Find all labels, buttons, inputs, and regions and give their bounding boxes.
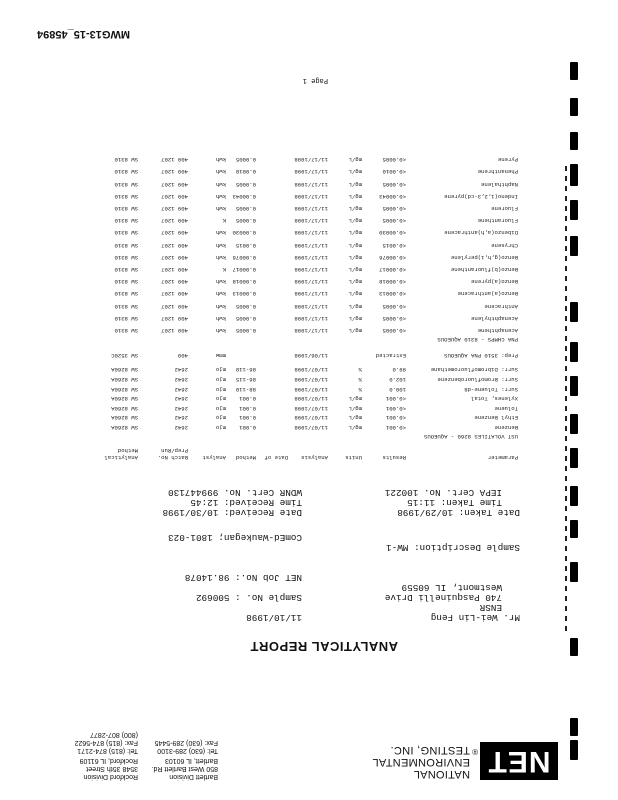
col-date-of: Date of	[264, 454, 288, 461]
logo-line-3: TESTING, INC.	[390, 744, 470, 756]
row-batch: 409 1207	[161, 168, 188, 176]
row-method-limit: 0.0005	[235, 205, 256, 212]
fold-dash	[565, 256, 567, 261]
edge-tick	[570, 342, 578, 362]
row-method-limit: 0.0005	[235, 314, 256, 322]
fold-dash	[565, 416, 567, 421]
row-units: mg/L	[348, 314, 362, 322]
row-batch: 409 1207	[161, 156, 188, 164]
row-analysis-date: 11/17/1998	[294, 278, 328, 286]
row-analysis-date: 11/17/1998	[294, 290, 328, 298]
fold-dash	[565, 566, 567, 571]
page-label: Page 1	[302, 76, 328, 84]
row-parameter: Benzo(g,h,i)perylene	[450, 253, 518, 261]
fold-dash	[565, 456, 567, 461]
row-analytical-method: SW 8310	[114, 168, 138, 176]
row-method-limit: 0.001	[239, 395, 256, 403]
row-result: <0.001	[385, 395, 406, 403]
prep-batch: 409	[177, 352, 188, 359]
row-analyst: K	[222, 266, 226, 273]
row-units: mg/L	[348, 278, 362, 286]
fold-dash	[565, 396, 567, 401]
fold-dash	[565, 306, 567, 311]
row-units: mg/L	[348, 156, 362, 164]
row-units: mg/L	[348, 229, 362, 237]
row-method-limit: 0.00043	[232, 192, 256, 200]
row-parameter: Xylenes, Total	[471, 395, 518, 403]
row-analytical-method: SW 8310	[114, 229, 138, 237]
row-parameter: Acenaphthene	[477, 327, 518, 334]
fold-dash	[565, 206, 567, 211]
logo-registered-symbol: ®	[472, 747, 478, 756]
row-method-limit: 0.0005	[235, 180, 256, 188]
time-taken: Time Taken: 11:15	[407, 497, 502, 508]
row-units: mg/L	[348, 414, 362, 422]
prep-method: SW 3520C	[111, 352, 138, 359]
row-result: <0.00043	[379, 192, 406, 200]
row-parameter: Surr: Bromofluorobenzene	[437, 376, 518, 383]
fold-dash	[565, 426, 567, 431]
row-result: 102.0	[389, 376, 406, 383]
row-batch: 2642	[174, 404, 188, 412]
division-tel: Tel: (815) 874-2171	[77, 747, 138, 754]
row-analysis-date: 11/07/1998	[294, 395, 328, 403]
row-analysis-date: 11/07/1998	[294, 424, 328, 431]
fold-dash	[565, 536, 567, 541]
row-result: <0.0005	[382, 302, 406, 310]
row-batch: 2642	[174, 376, 188, 383]
row-analysis-date: 11/17/1998	[294, 205, 328, 212]
fold-dash	[565, 226, 567, 231]
row-analysis-date: 11/17/1998	[294, 314, 328, 322]
row-parameter: Benzo(a)pyrene	[471, 278, 518, 286]
row-units: mg/L	[348, 205, 362, 212]
row-analysis-date: 11/17/1998	[294, 229, 328, 237]
row-analysis-date: 11/17/1998	[294, 302, 328, 310]
row-result: <0.001	[385, 404, 406, 412]
row-method-limit: 86-118	[235, 366, 256, 374]
row-parameter: Acenaphthylene	[471, 314, 518, 322]
row-batch: 409 1207	[161, 290, 188, 298]
row-parameter: Dibenzo(a,h)anthracene	[444, 229, 518, 237]
row-method-limit: 0.0005	[235, 217, 256, 225]
fold-dash	[565, 476, 567, 481]
row-analyst: mjo	[215, 404, 226, 412]
row-parameter: Benzo(a)anthracene	[457, 290, 518, 298]
row-result: <0.0015	[382, 241, 406, 249]
edge-tick	[570, 376, 578, 396]
col-method-2: Method	[117, 447, 138, 454]
col-results: Results	[382, 454, 406, 461]
fold-dash	[565, 576, 567, 581]
row-analysis-date: 11/07/1998	[294, 366, 328, 374]
row-units: mg/L	[348, 266, 362, 273]
col-method: Method	[235, 454, 256, 461]
row-analytical-method: SW 8310	[114, 217, 138, 225]
fold-dash	[565, 286, 567, 291]
row-batch: 2642	[174, 395, 188, 403]
row-parameter: Anthracene	[484, 302, 518, 310]
row-parameter: Indeno(1,2,3-cd)pyrene	[444, 192, 518, 200]
row-analytical-method: SW 8310	[114, 205, 138, 212]
division-street: 850 West Bartlett Rd.	[151, 765, 218, 772]
fold-dash	[565, 336, 567, 341]
col-batch-no: Batch No.	[157, 454, 188, 461]
col-analysis: Analysis	[301, 454, 328, 461]
fold-dash	[565, 166, 567, 171]
edge-tick	[570, 486, 578, 506]
iepa-cert: IEPA Cert. No. 100221	[384, 487, 502, 498]
fold-dash	[565, 436, 567, 441]
edge-tick	[570, 98, 578, 116]
row-parameter: Fluorene	[491, 205, 518, 212]
fold-dash	[565, 186, 567, 191]
fold-dash	[565, 376, 567, 381]
row-batch: 409 1207	[161, 241, 188, 249]
fold-dash	[565, 196, 567, 201]
fold-dash	[565, 446, 567, 451]
division-city: Bartlett, IL 60103	[164, 757, 218, 764]
row-parameter: Chrysene	[491, 241, 518, 249]
row-analytical-method: SW 8310	[114, 278, 138, 286]
row-method-limit: 0.0005	[235, 156, 256, 164]
row-analyst: kwh	[215, 156, 226, 164]
division-name: Rockford Division	[83, 773, 138, 780]
fold-dash	[565, 326, 567, 331]
row-analytical-method: SW 8260A	[111, 385, 138, 393]
row-batch: 409 1207	[161, 278, 188, 286]
addressee-name: Mr. Wei-Lin Feng	[430, 612, 520, 623]
document-reference: MWG13-15_45894	[37, 28, 130, 40]
project-name: ComEd-Waukegan; 1801-023	[168, 532, 302, 543]
division-city: Rockford, IL 61109	[79, 757, 138, 764]
col-analytical: Analytical	[104, 454, 138, 461]
row-batch: 409 1207	[161, 229, 188, 237]
fold-dash	[565, 366, 567, 371]
col-analyst: Analyst	[202, 454, 226, 461]
wdnr-cert: WDNR Cert. No. 999447130	[168, 487, 302, 498]
edge-tick	[570, 520, 578, 538]
row-method-limit: 0.001	[239, 424, 256, 431]
row-analyst: kwh	[215, 253, 226, 261]
row-units: mg/L	[348, 192, 362, 200]
row-analytical-method: SW 8310	[114, 241, 138, 249]
row-result: 100.0	[389, 385, 406, 393]
row-parameter: Benzene	[494, 424, 518, 431]
time-received: Time Received: 12:45	[190, 497, 302, 508]
section-voc-title: UST VOLATILES 8260 - AQUEOUS	[424, 433, 518, 440]
edge-tick	[570, 414, 578, 434]
row-analysis-date: 11/17/1998	[294, 241, 328, 249]
row-batch: 2642	[174, 385, 188, 393]
edge-tick	[570, 236, 578, 256]
row-analytical-method: SW 8260A	[111, 395, 138, 403]
row-analytical-method: SW 8310	[114, 180, 138, 188]
row-method-limit: 0.0005	[235, 327, 256, 334]
row-units: mg/L	[348, 168, 362, 176]
row-units: mg/L	[348, 404, 362, 412]
prep-analyst: mmw	[215, 352, 226, 359]
row-analyst: mjo	[215, 366, 226, 374]
fold-dash	[565, 506, 567, 511]
row-analyst: kwh	[215, 302, 226, 310]
row-method-limit: 0.001	[239, 414, 256, 422]
fold-dash	[565, 236, 567, 241]
row-parameter: Pyrene	[497, 156, 518, 164]
row-analysis-date: 11/07/1998	[294, 385, 328, 393]
edge-tick	[570, 62, 578, 80]
row-result: <0.0005	[382, 217, 406, 225]
sample-number: Sample No. : 500692	[195, 592, 302, 603]
row-analysis-date: 11/17/1998	[294, 266, 328, 273]
row-parameter: Surr: Dibromofluoromethane	[430, 366, 518, 374]
prep-date: 11/06/1998	[294, 352, 328, 359]
fold-dash	[565, 556, 567, 561]
division-fax: Fax: (815) 874-5622	[74, 739, 138, 746]
row-analytical-method: SW 8310	[114, 192, 138, 200]
row-units: mg/L	[348, 290, 362, 298]
edge-tick	[570, 132, 578, 150]
row-result: <0.0005	[382, 180, 406, 188]
row-analytical-method: SW 8310	[114, 327, 138, 334]
row-result: <0.001	[385, 424, 406, 431]
row-analysis-date: 11/17/1998	[294, 180, 328, 188]
fold-dash	[565, 386, 567, 391]
row-method-limit: 88-110	[235, 385, 256, 393]
addressee-org: ENSR	[479, 602, 502, 613]
row-analyst: kwh	[215, 168, 226, 176]
row-analyst: mjo	[215, 385, 226, 393]
division-street: 3548 35th Street	[86, 765, 138, 772]
fold-dash	[565, 276, 567, 281]
row-parameter: Phenanthrene	[477, 168, 518, 176]
row-analytical-method: SW 8260A	[111, 404, 138, 412]
col-parameter: Parameter	[487, 454, 518, 461]
fold-dash	[565, 516, 567, 521]
report-title: ANALYTICAL REPORT	[250, 639, 398, 654]
addressee-city: Westmont, IL 60559	[401, 582, 502, 593]
division-rockford	[48, 730, 138, 780]
row-analyst: mjo	[215, 376, 226, 383]
row-analysis-date: 11/17/1998	[294, 168, 328, 176]
row-analytical-method: SW 8260A	[111, 424, 138, 431]
fold-dash	[565, 616, 567, 621]
logo-line-1: NATIONAL	[413, 768, 470, 780]
row-units: mg/L	[348, 327, 362, 334]
row-analytical-method: SW 8310	[114, 314, 138, 322]
row-analyst: kwh	[215, 205, 226, 212]
row-batch: 2642	[174, 424, 188, 431]
row-analyst: kwh	[215, 241, 226, 249]
row-batch: 409 1207	[161, 192, 188, 200]
fold-dash	[565, 176, 567, 181]
row-batch: 409 1207	[161, 266, 188, 273]
division-tel: Tel: (630) 289-3100	[157, 747, 218, 754]
row-analyst: kwh	[215, 327, 226, 334]
edge-tick	[570, 200, 578, 220]
row-analytical-method: SW 8260A	[111, 376, 138, 383]
row-analytical-method: SW 8260A	[111, 366, 138, 374]
row-analytical-method: SW 8310	[114, 302, 138, 310]
date-received: Date Received: 10/30/1998	[162, 507, 302, 518]
row-result: <0.00013	[379, 290, 406, 298]
report-date: 11/10/1998	[246, 612, 302, 623]
row-analysis-date: 11/07/1998	[294, 404, 328, 412]
row-parameter: Benzo(b)fluoranthene	[450, 266, 518, 273]
row-method-limit: 0.00013	[232, 290, 256, 298]
row-method-limit: 0.0015	[235, 241, 256, 249]
edge-tick	[570, 164, 578, 186]
row-result: <0.0005	[382, 205, 406, 212]
row-analyst: kwh	[215, 192, 226, 200]
row-analyst: mjo	[215, 414, 226, 422]
edge-tick	[570, 302, 578, 322]
row-analyst: mjo	[215, 395, 226, 403]
row-analysis-date: 11/17/1998	[294, 192, 328, 200]
row-batch: 409 1207	[161, 327, 188, 334]
row-result: <0.00018	[379, 278, 406, 286]
row-analyst: K	[222, 217, 226, 225]
row-batch: 409 1207	[161, 302, 188, 310]
row-analyst: kwh	[215, 314, 226, 322]
edge-tick	[570, 718, 578, 736]
row-parameter: Fluoranthene	[477, 217, 518, 225]
row-units: mg/L	[348, 241, 362, 249]
row-units: %	[358, 385, 362, 393]
row-batch: 409 1207	[161, 180, 188, 188]
fold-dash	[565, 316, 567, 321]
row-result: <0.0005	[382, 156, 406, 164]
row-result: <0.0005	[382, 327, 406, 334]
fold-dash	[565, 586, 567, 591]
row-method-limit: 0.0010	[235, 168, 256, 176]
row-batch: 409 1207	[161, 205, 188, 212]
fold-dash	[565, 606, 567, 611]
sample-description: Sample Description: MW-1	[386, 542, 520, 553]
row-batch: 2642	[174, 414, 188, 422]
row-batch: 409 1207	[161, 314, 188, 322]
fold-dash	[565, 406, 567, 411]
row-analyst: kwh	[215, 290, 226, 298]
net-job-number: NET Job No.: 98.14078	[184, 572, 302, 583]
logo	[372, 740, 558, 780]
row-units: mg/L	[348, 253, 362, 261]
row-analyst: kwh	[215, 229, 226, 237]
row-analysis-date: 11/17/1998	[294, 253, 328, 261]
fold-dash	[565, 266, 567, 271]
section-pna-title: PNA CHMPS - 8310 AQUEOUS	[437, 336, 518, 343]
row-method-limit: 0.0005	[235, 302, 256, 310]
row-analyst: kwh	[215, 278, 226, 286]
logo-line-2: ENVIRONMENTAL	[372, 756, 470, 768]
fold-dash	[565, 596, 567, 601]
edge-tick	[570, 740, 578, 760]
date-taken: Date Taken: 10/29/1998	[397, 507, 520, 518]
edge-tick	[570, 562, 578, 582]
row-batch: 2642	[174, 366, 188, 374]
row-parameter: Ethyl Benzene	[474, 414, 518, 422]
edge-tick	[570, 448, 578, 468]
division-name: Bartlett Division	[169, 773, 218, 780]
fold-dash	[565, 296, 567, 301]
row-analysis-date: 11/17/1998	[294, 217, 328, 225]
col-prep-run: Prep/Run	[161, 447, 188, 454]
row-units: %	[358, 366, 362, 374]
row-analytical-method: SW 8310	[114, 156, 138, 164]
row-analytical-method: SW 8310	[114, 290, 138, 298]
row-result: <0.0005	[382, 314, 406, 322]
row-units: mg/L	[348, 180, 362, 188]
row-analytical-method: SW 8260A	[111, 414, 138, 422]
row-result: <0.001	[385, 414, 406, 422]
row-method-limit: 0.00076	[232, 253, 256, 261]
fold-dash	[565, 346, 567, 351]
row-units: mg/L	[348, 424, 362, 431]
division-fax: Fax: (630) 289-5445	[154, 739, 218, 746]
row-units: mg/L	[348, 217, 362, 225]
row-method-limit: 0.001	[239, 404, 256, 412]
row-result: 99.0	[392, 366, 406, 374]
addressee-street: 740 Pasquinelli Drive	[384, 592, 502, 603]
prep-parameter: Prep: 3510 PNA AQUEOUS	[444, 352, 518, 359]
row-units: %	[358, 376, 362, 383]
logo-mark: NET	[480, 742, 558, 780]
row-analysis-date: 11/07/1998	[294, 376, 328, 383]
row-analyst: kwh	[215, 180, 226, 188]
row-analytical-method: SW 8310	[114, 253, 138, 261]
row-batch: 409 1207	[161, 253, 188, 261]
row-units: mg/L	[348, 395, 362, 403]
row-result: <0.0010	[382, 168, 406, 176]
col-units: Units	[345, 454, 362, 461]
row-units: mg/L	[348, 302, 362, 310]
fold-dash	[565, 486, 567, 491]
row-result: <0.00017	[379, 266, 406, 273]
row-method-limit: 86-115	[235, 376, 256, 383]
row-parameter: Surr: Toluene-d8	[464, 385, 518, 393]
row-analysis-date: 11/17/1998	[294, 156, 328, 164]
row-result: <0.00030	[379, 229, 406, 237]
fold-dash	[565, 246, 567, 251]
row-method-limit: 0.00017	[232, 266, 256, 273]
row-analytical-method: SW 8310	[114, 266, 138, 273]
fold-dash	[565, 526, 567, 531]
fold-dash	[565, 626, 567, 631]
row-analysis-date: 11/07/1998	[294, 414, 328, 422]
fold-dash	[565, 496, 567, 501]
row-result: <0.00076	[379, 253, 406, 261]
row-parameter: Toluene	[494, 404, 518, 412]
row-method-limit: 0.00030	[232, 229, 256, 237]
row-batch: 409 1207	[161, 217, 188, 225]
fold-dash	[565, 546, 567, 551]
fold-dash	[565, 216, 567, 221]
fold-dash	[565, 356, 567, 361]
row-method-limit: 0.00018	[232, 278, 256, 286]
row-analysis-date: 11/17/1998	[294, 327, 328, 334]
division-bartlett	[128, 735, 218, 780]
division-tollfree: (800) 807-2877	[90, 731, 138, 738]
row-analyst: mjo	[215, 424, 226, 431]
prep-result: Extracted	[375, 352, 406, 359]
fold-dash	[565, 466, 567, 471]
row-parameter: Naphthalene	[481, 180, 518, 188]
edge-tick	[570, 638, 578, 656]
